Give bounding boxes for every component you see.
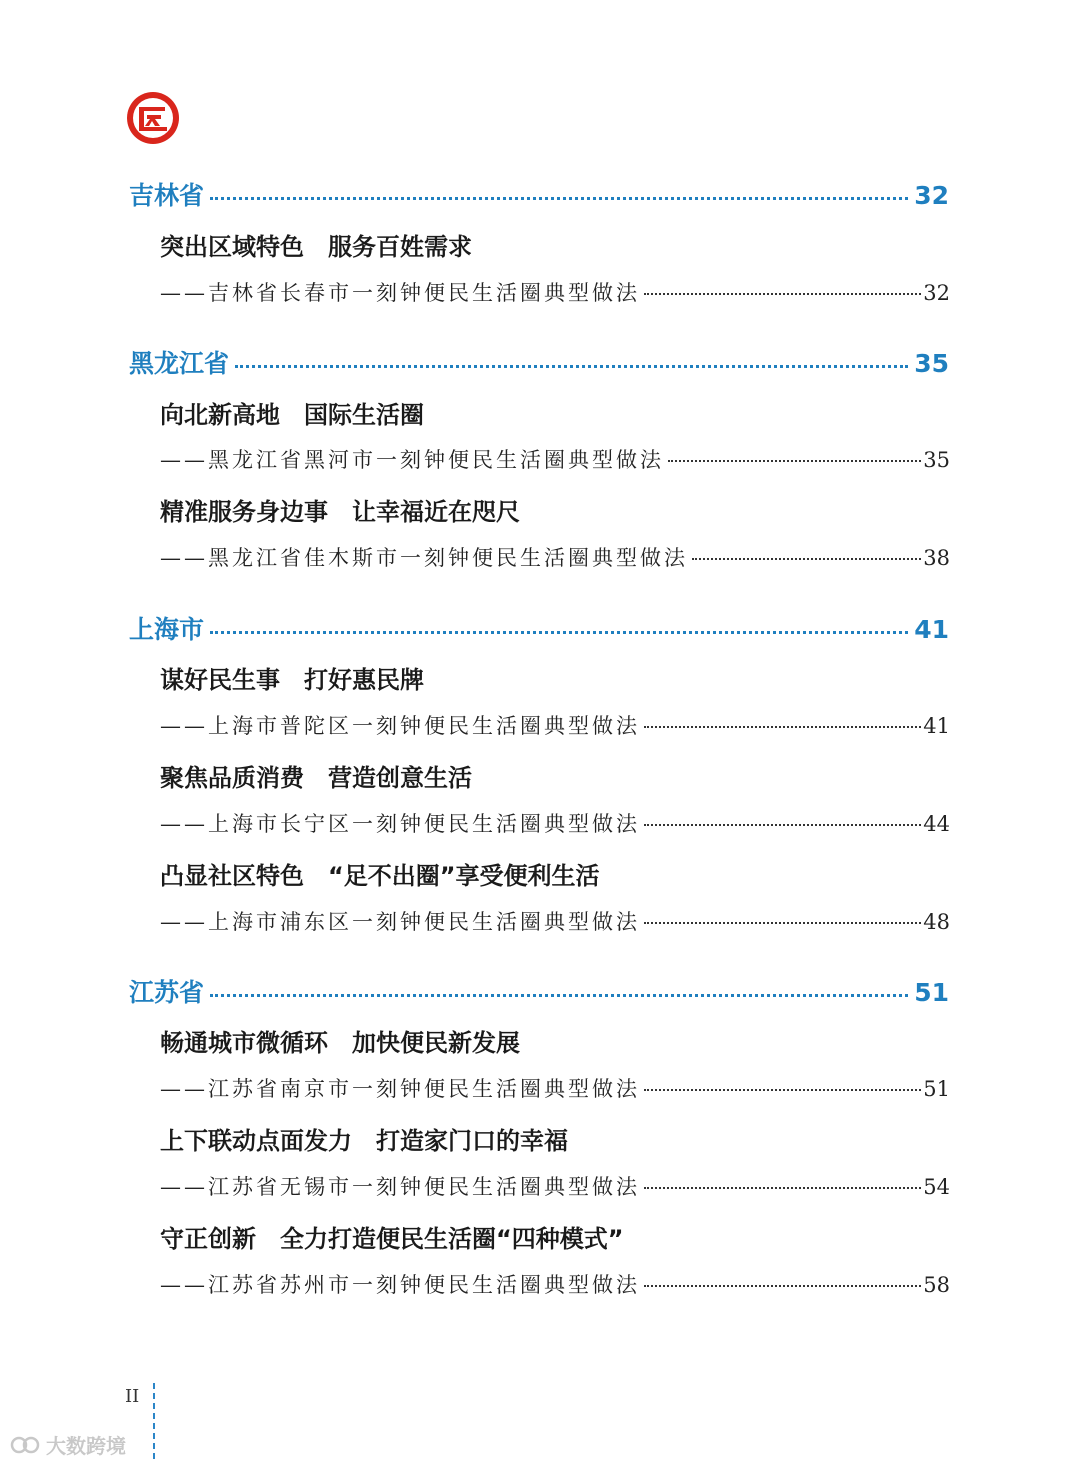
seal-logo-icon — [125, 90, 181, 146]
entry-page: 41 — [923, 714, 950, 738]
watermark-logo-icon — [10, 1434, 40, 1456]
entry-page: 58 — [923, 1273, 950, 1297]
province-name: 吉林省 — [129, 181, 205, 210]
toc-entry-subtitle[interactable] — [160, 1269, 950, 1299]
watermark-text: 大数跨境 — [46, 1434, 126, 1458]
province-page: 51 — [914, 978, 949, 1007]
entry-subtitle-text: ——上海市长宁区一刻钟便民生活圈典型做法 — [160, 812, 640, 836]
page-number: II — [125, 1386, 140, 1407]
toc-entry-title[interactable]: 突出区域特色 服务百姓需求 — [160, 233, 472, 261]
toc-entry-subtitle[interactable] — [160, 1073, 950, 1103]
dot-leader — [210, 994, 908, 997]
entry-subtitle-text: ——上海市浦东区一刻钟便民生活圈典型做法 — [160, 910, 640, 934]
toc-entry-title[interactable]: 向北新高地 国际生活圈 — [160, 401, 424, 429]
toc-entry-title[interactable]: 守正创新 全力打造便民生活圈“四种模式” — [160, 1225, 624, 1253]
dot-leader — [644, 293, 921, 295]
toc-entry-title[interactable]: 谋好民生事 打好惠民牌 — [160, 666, 424, 694]
entry-page: 32 — [923, 281, 950, 305]
dot-leader — [644, 1187, 921, 1189]
watermark — [10, 1430, 126, 1459]
entry-page: 54 — [923, 1175, 950, 1199]
province-name: 上海市 — [129, 615, 205, 644]
entry-subtitle-text: ——江苏省无锡市一刻钟便民生活圈典型做法 — [160, 1175, 640, 1199]
dot-leader — [668, 460, 921, 462]
toc-entry-subtitle[interactable] — [160, 277, 950, 307]
entry-subtitle-text: ——上海市普陀区一刻钟便民生活圈典型做法 — [160, 714, 640, 738]
entry-page: 35 — [923, 448, 950, 472]
entry-page: 44 — [923, 812, 950, 836]
province-page: 41 — [914, 615, 949, 644]
dot-leader — [210, 197, 908, 200]
footer-divider — [153, 1383, 155, 1459]
toc-province-heilongjiang[interactable] — [129, 344, 949, 380]
toc-entry-subtitle[interactable] — [160, 1171, 950, 1201]
toc-province-jiangsu[interactable] — [129, 973, 949, 1009]
entry-page: 38 — [923, 546, 950, 570]
dot-leader — [644, 1089, 921, 1091]
dot-leader — [692, 558, 921, 560]
entry-subtitle-text: ——江苏省南京市一刻钟便民生活圈典型做法 — [160, 1077, 640, 1101]
toc-entry-subtitle[interactable] — [160, 710, 950, 740]
toc-entry-title[interactable]: 精准服务身边事 让幸福近在咫尺 — [160, 498, 520, 526]
province-page: 35 — [914, 349, 949, 378]
entry-subtitle-text: ——吉林省长春市一刻钟便民生活圈典型做法 — [160, 281, 640, 305]
province-page: 32 — [914, 181, 949, 210]
toc-entry-subtitle[interactable] — [160, 444, 950, 474]
toc-entry-title[interactable]: 上下联动点面发力 打造家门口的幸福 — [160, 1127, 568, 1155]
dot-leader — [235, 365, 908, 368]
entry-page: 51 — [923, 1077, 950, 1101]
toc-entry-subtitle[interactable] — [160, 906, 950, 936]
toc-entry-subtitle[interactable] — [160, 808, 950, 838]
toc-entry-title[interactable]: 凸显社区特色 “足不出圈”享受便利生活 — [160, 862, 600, 890]
toc-province-shanghai[interactable] — [129, 610, 949, 646]
toc-entry-title[interactable]: 畅通城市微循环 加快便民新发展 — [160, 1029, 520, 1057]
toc-entry-subtitle[interactable] — [160, 542, 950, 572]
dot-leader — [644, 824, 921, 826]
province-name: 黑龙江省 — [129, 349, 230, 378]
entry-subtitle-text: ——黑龙江省佳木斯市一刻钟便民生活圈典型做法 — [160, 546, 688, 570]
dot-leader — [644, 922, 921, 924]
toc-entry-title[interactable]: 聚焦品质消费 营造创意生活 — [160, 764, 472, 792]
dot-leader — [210, 631, 908, 634]
dot-leader — [644, 1285, 921, 1287]
dot-leader — [644, 726, 921, 728]
entry-page: 48 — [923, 910, 950, 934]
toc-province-jilin[interactable] — [129, 176, 949, 212]
entry-subtitle-text: ——江苏省苏州市一刻钟便民生活圈典型做法 — [160, 1273, 640, 1297]
province-name: 江苏省 — [129, 978, 205, 1007]
entry-subtitle-text: ——黑龙江省黑河市一刻钟便民生活圈典型做法 — [160, 448, 664, 472]
